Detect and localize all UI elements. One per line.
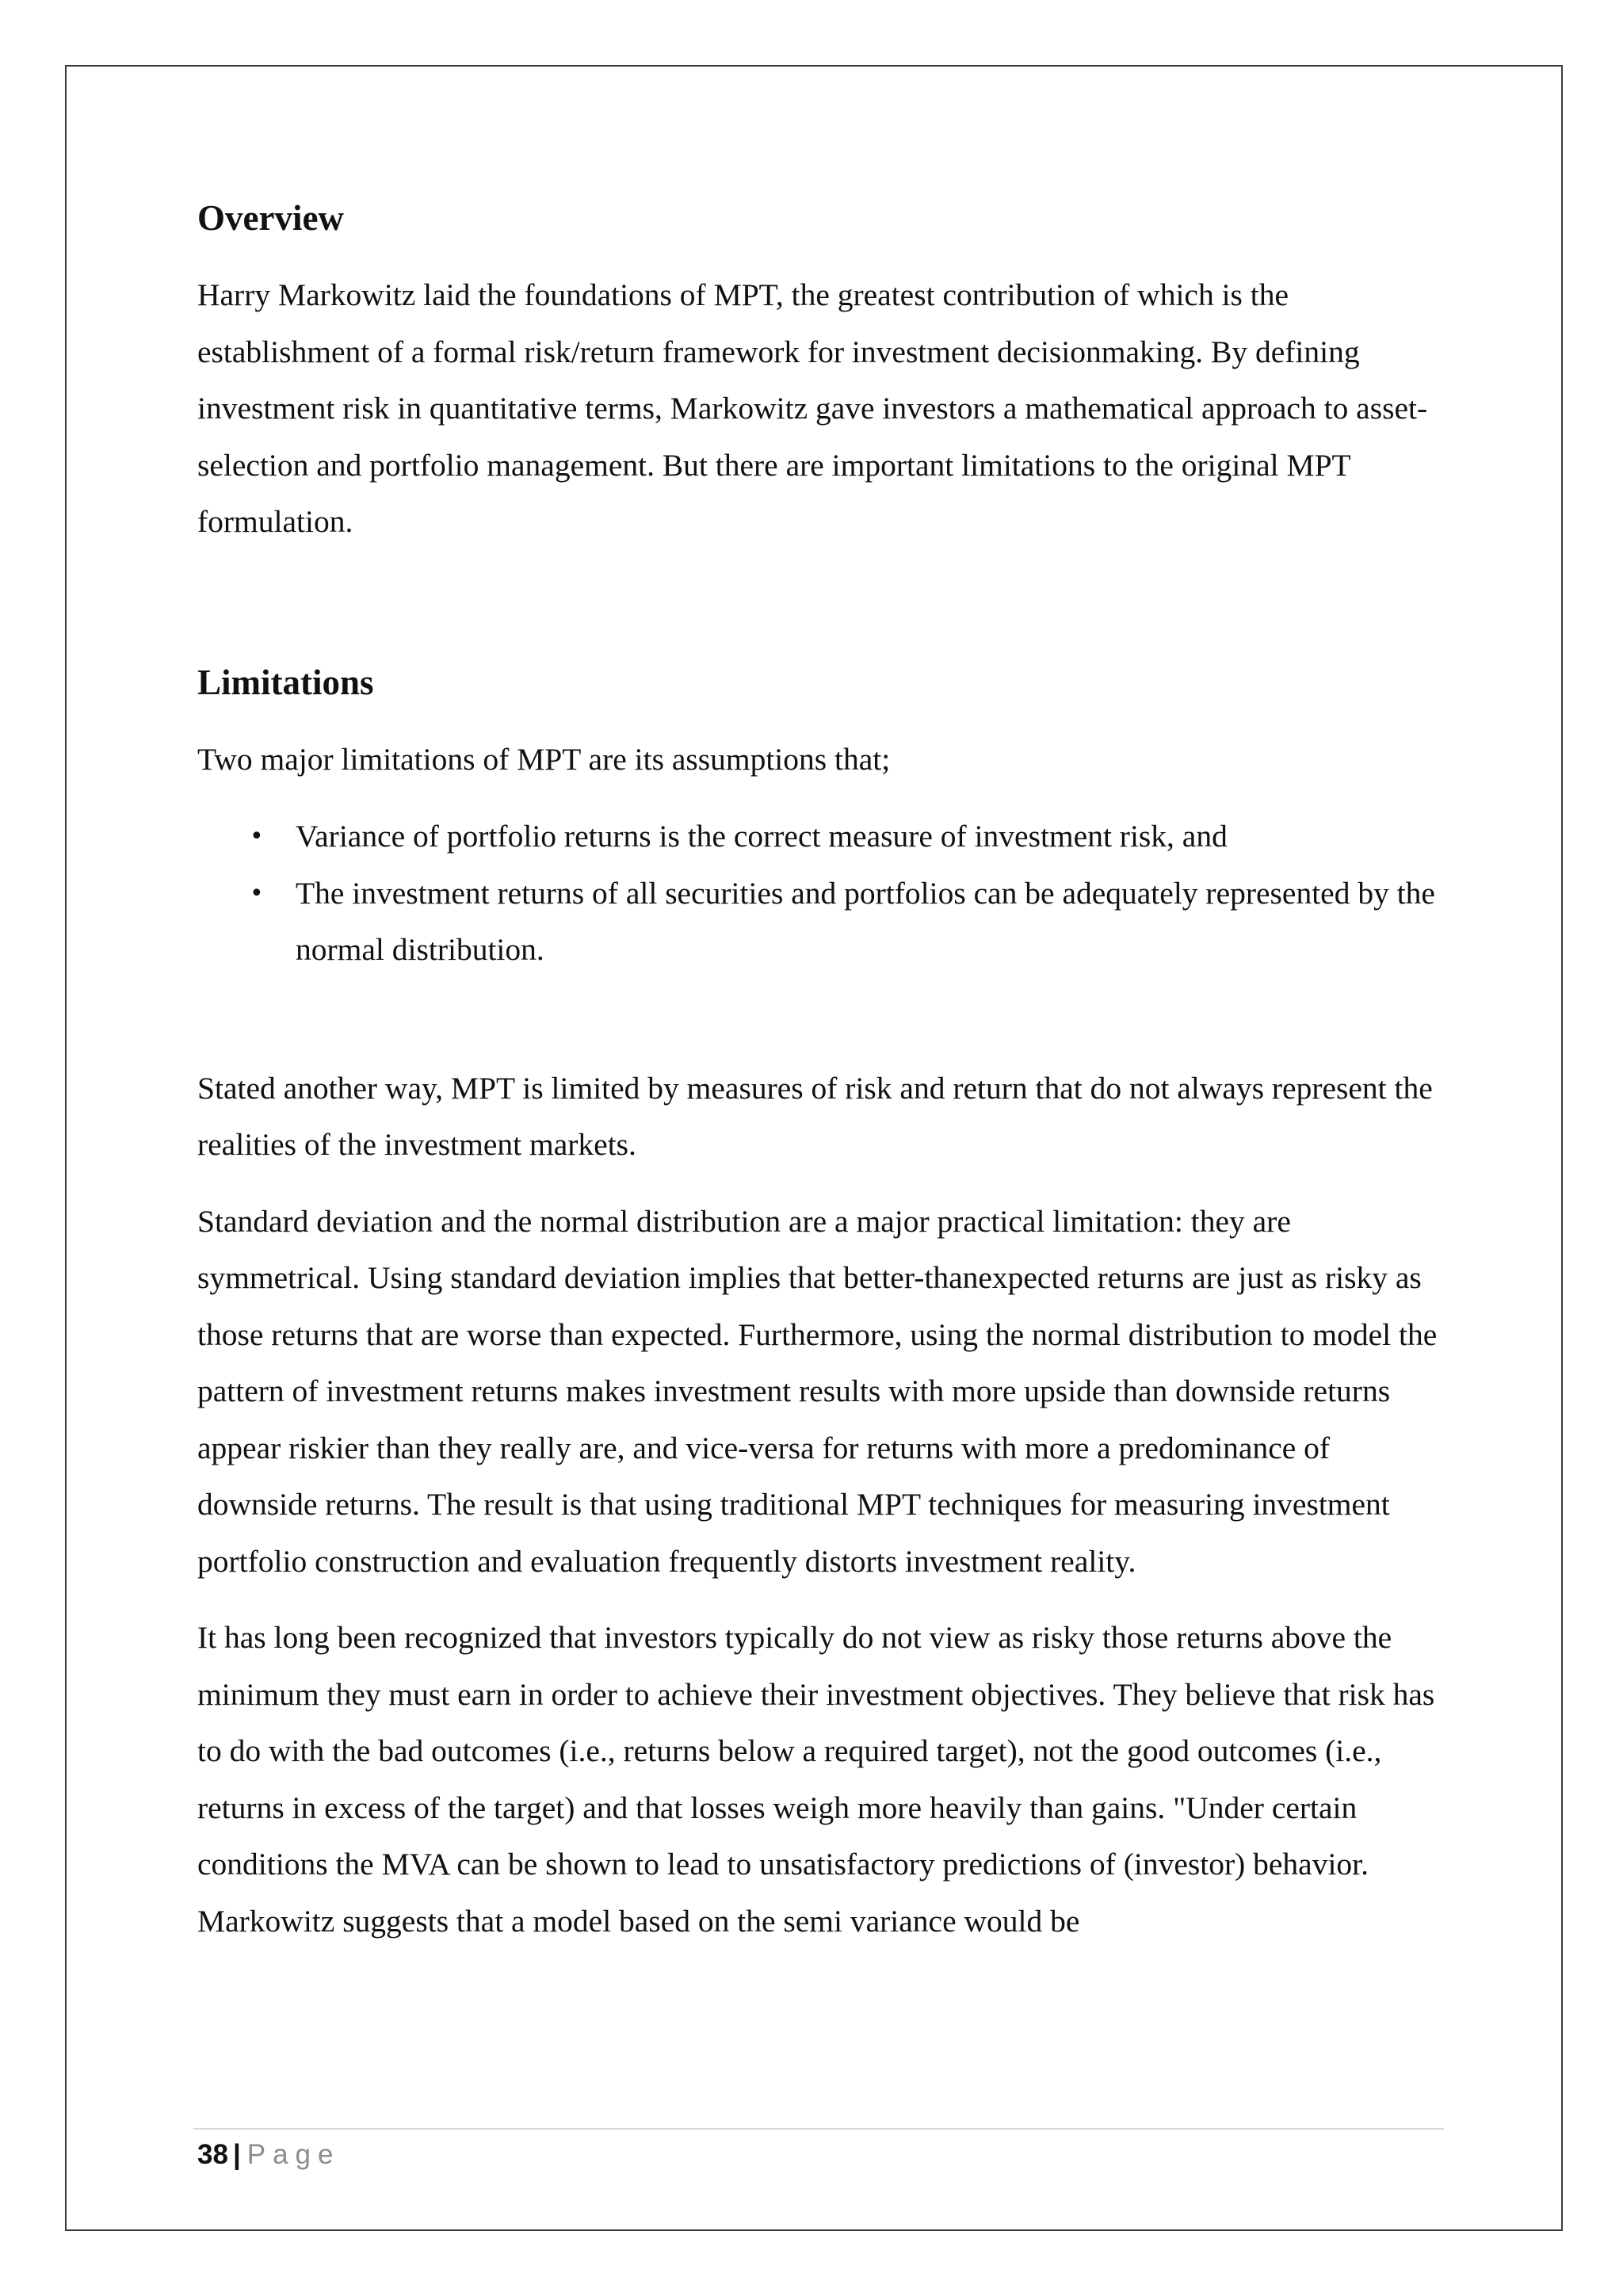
investor-risk-paragraph: It has long been recognized that investors typically do not view as risky those returns above the minimum they must earn in order to achieve their investment objectives. They believe that risk has to do with the bad outcomes (i.e., returns below a required target), not the good outcomes (i.e., returns in excess of the target) and that losses weigh more heavily than gains. "Under certain conditions the MVA can be shown to lead to unsatisfactory predictions of (investor) behavior. Markowitz suggests that a model based on the semi variance would be	[197, 1620, 1435, 1939]
document-body	[197, 194, 1442, 1950]
limitations-heading: Limitations	[197, 662, 374, 702]
limitations-list	[197, 808, 1442, 979]
page-label: Page	[246, 2139, 341, 2170]
list-item-text: Variance of portfolio returns is the correct measure of investment risk, and	[296, 819, 1228, 854]
page-number: 38	[197, 2139, 228, 2170]
limitations-intro: Two major limitations of MPT are its assumptions that;	[197, 741, 891, 777]
standard-deviation-paragraph: Standard deviation and the normal distribution are a major practical limitation: they are symmetrical. Using standard deviation implies that better-thanexpected returns are just as risky as those returns that are worse than expected. Furthermore, using the normal distribution to model the pattern of investment returns makes investment results with more upside than downside returns appear riskier than they really are, and vice-versa for returns with more a predominance of downside returns. The result is that using traditional MPT techniques for measuring investment portfolio construction and evaluation frequently distorts investment reality.	[197, 1203, 1438, 1579]
list-item	[197, 808, 1442, 865]
list-item	[197, 865, 1442, 979]
overview-paragraph: Harry Markowitz laid the foundations of MPT, the greatest contribution of which is the establishment of a formal risk/return framework for investment decisionmaking. By defining investment risk in quantitative terms, Markowitz gave investors a mathematical approach to asset-selection and portfolio management. But there are important limitations to the original MPT formulation.	[197, 277, 1428, 539]
page-footer	[197, 2137, 340, 2172]
stated-paragraph: Stated another way, MPT is limited by measures of risk and return that do not always represent the realities of the investment markets.	[197, 1070, 1433, 1162]
list-item-text: The investment returns of all securities and portfolios can be adequately represented by the normal distribution.	[296, 875, 1435, 967]
bullet-icon: •	[250, 823, 264, 850]
footer-divider	[193, 2128, 1444, 2130]
bullet-icon: •	[250, 879, 264, 907]
overview-heading: Overview	[197, 198, 344, 238]
footer-separator: |	[232, 2139, 241, 2170]
